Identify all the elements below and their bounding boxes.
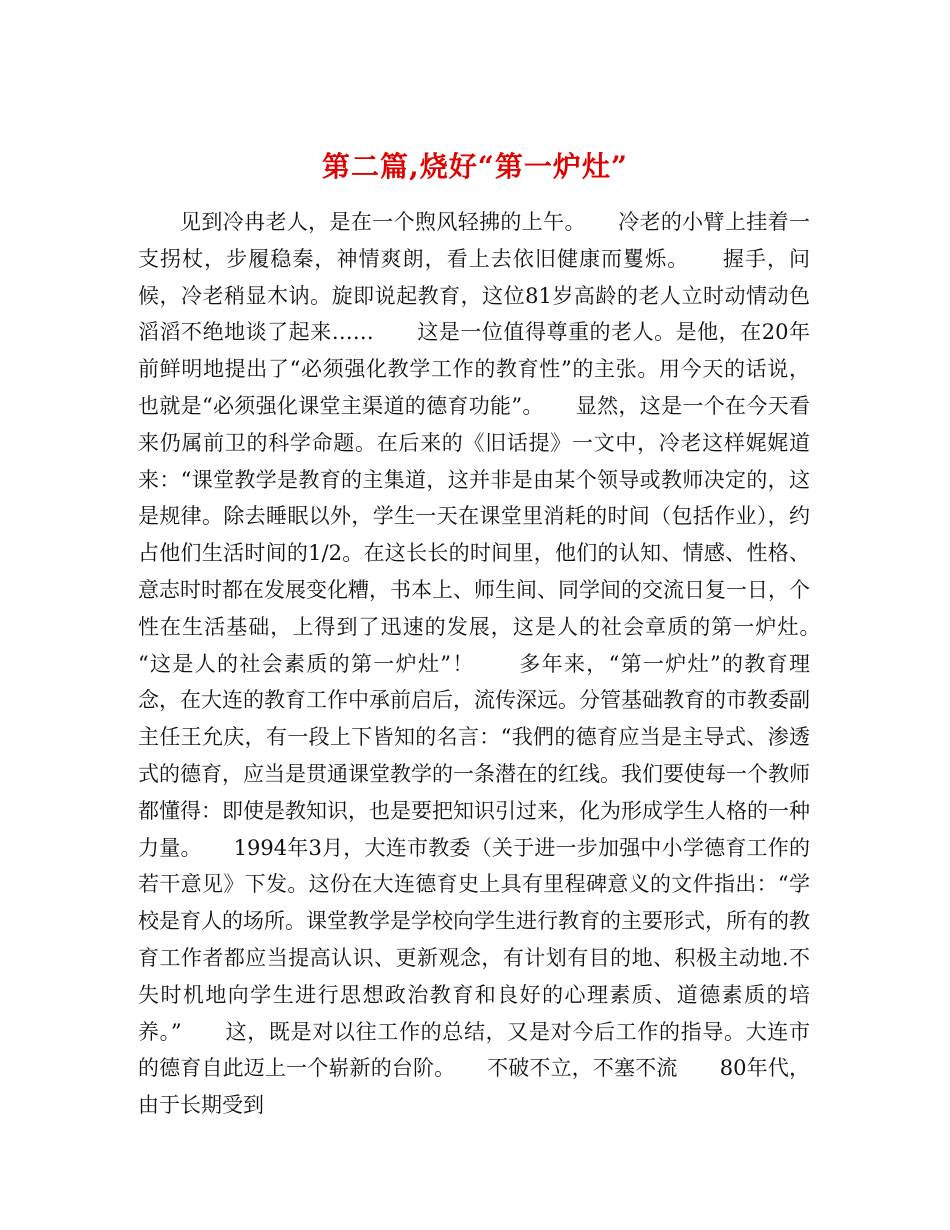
document-title: 第二篇,烧好“第一炉灶”: [322, 149, 628, 183]
document-body-paragraph: 见到冷冉老人，是在一个煦风轻拂的上午。 冷老的小臂上挂着一支拐杖，步履稳秦，神情爽朗，看上去依旧健康而矍烁。 握手，问候，冷老稍显木讷。旋即说起教育，这位81岁高龄的老人立时动情动色滔滔不绝地谈了起来…… 这是一位值得尊重的老人。是他，在20年前鲜明地提出了“必须强化教学工作的教育性”的主张。用今天的话说，也就是“必须强化课堂主渠道的德育功能”。 显然，这是一个在今天看来仍属前卫的科学命题。在后来的《旧话提》一文中，冷老这样娓娓道来：“课堂教学是教育的主集道，这并非是由某个领导或教师决定的，这是规律。除去睡眠以外，学生一天在课堂里消耗的时间（包括作业），约占他们生活时间的1/2。在这长长的时间里，他们的认知、情感、性格、意志时时都在发展变化糟，书本上、师生间、同学间的交流日复一日，个性在生活基础，上得到了迅速的发展，这是人的社会章质的第一炉灶。 “这是人的社会素质的第一炉灶”！ 多年来，“第一炉灶”的教育理念，在大连的教育工作中承前启后，流传深远。分管基础教育的市教委副主任王允庆，有一段上下皆知的名言：“我們的德育应当是主导式、渗透式的德育，应当是贯通课堂教学的一条潜在的红线。我们要使每一个教师都懂得：即使是教知识，也是要把知识引过来，化为形成学生人格的一种力量。 1994年3月，大连市教委（关于进一步加强中小学德育工作的若干意见》下发。这份在大连德育史上具有里程碑意义的文件指出：“学校是育人的场所。课堂教学是学校向学生进行教育的主要形式，所有的教育工作者都应当提高认识、更新观念，有计划有目的地、积极主动地.不失时机地向学生进行思想政治教育和良好的心理素质、道德素质的培养。” 这，既是对以往工作的总结，又是对今后工作的指导。大连市的德育自此迈上一个崭新的台阶。 不破不立，不塞不流 80年代，由于长期受到: [138, 210, 852, 1118]
